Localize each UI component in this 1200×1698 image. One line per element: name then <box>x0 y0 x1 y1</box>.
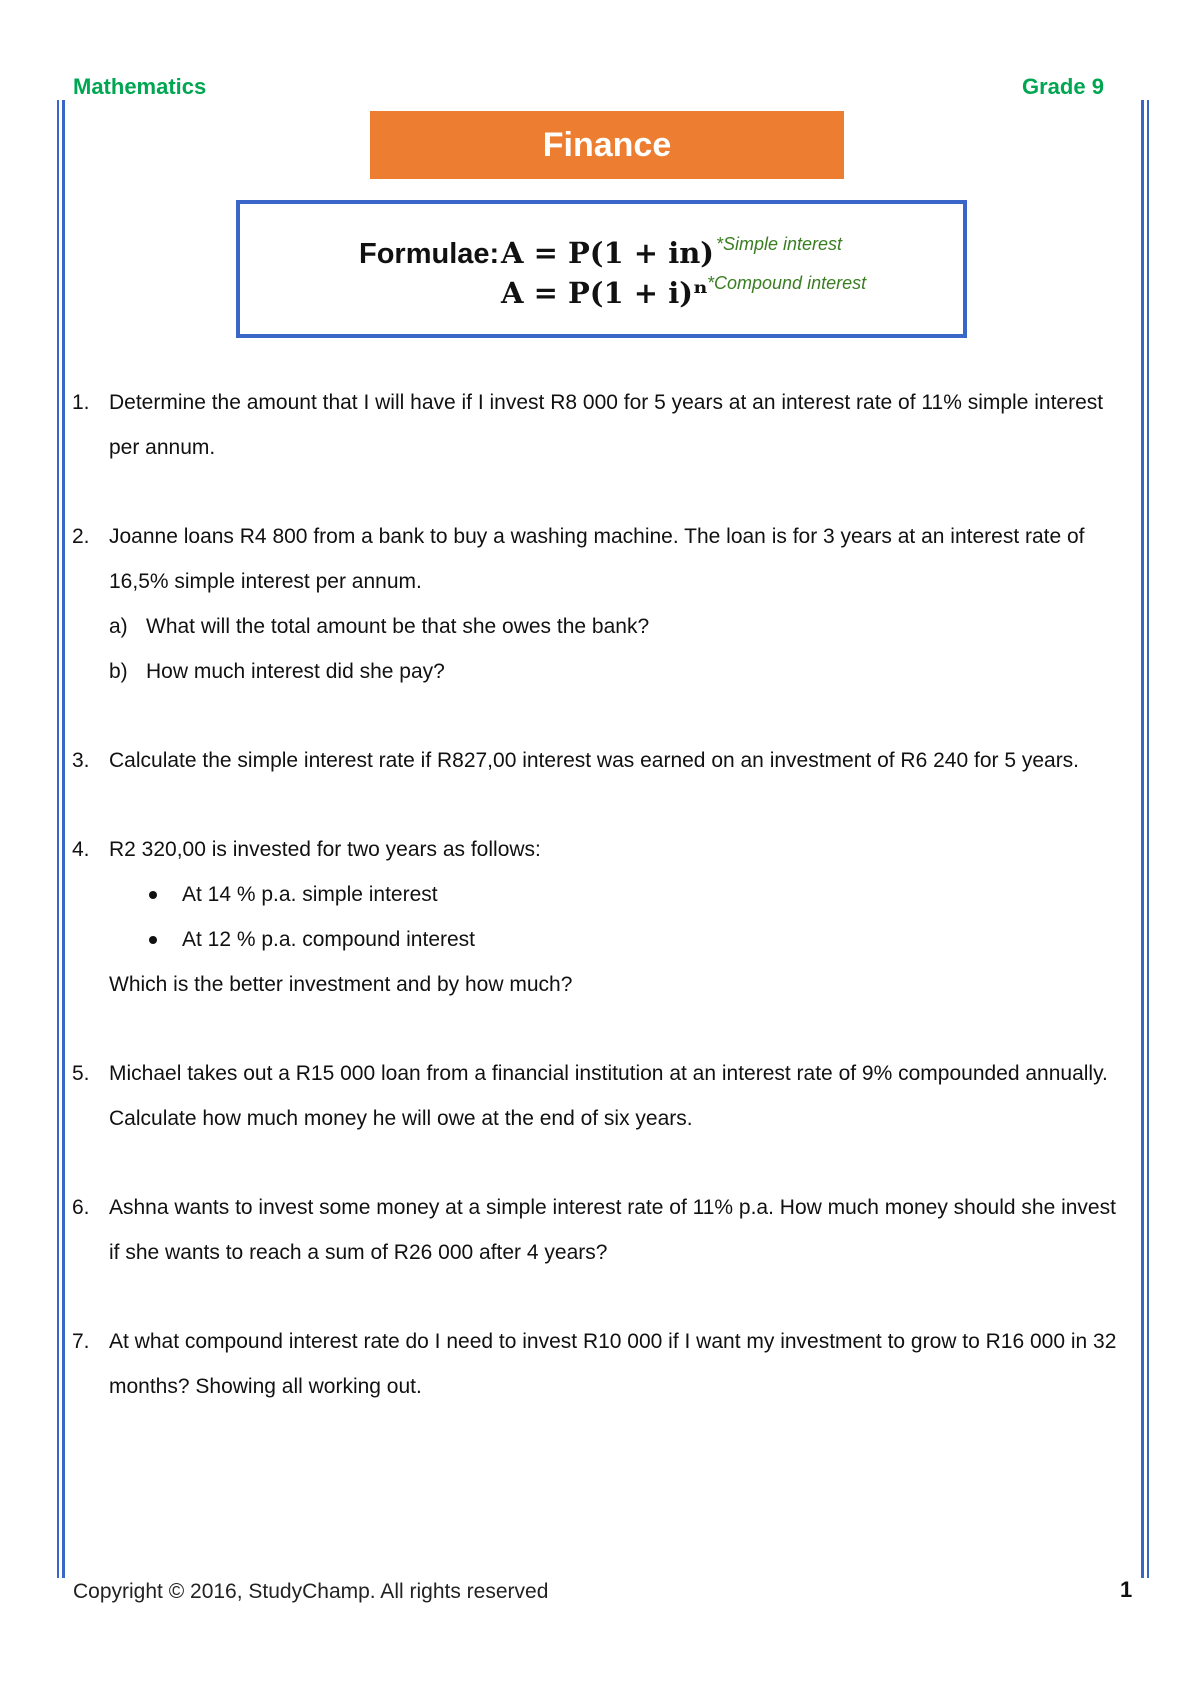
compound-interest-note: *Compound interest <box>707 273 867 293</box>
question-number: 7. <box>72 1330 90 1353</box>
bullet-dot-icon <box>149 936 157 944</box>
right-border-rule-inner <box>1141 100 1144 1578</box>
question-text: Ashna wants to invest some money at a simple interest rate of 11% p.a. How much money should she invest if she wants to reach a sum of R26 000 after 4 years? <box>109 1196 1116 1264</box>
simple-interest-formula: A = P(1 + in) <box>501 236 715 270</box>
question-1 <box>72 380 1132 470</box>
copyright-notice: Copyright © 2016, StudyChamp. All rights reserved <box>73 1580 549 1603</box>
question-7 <box>72 1319 1132 1409</box>
question-text: Calculate the simple interest rate if R827,00 interest was earned on an investment of R6 240 for 5 years. <box>109 749 1080 772</box>
question-3 <box>72 738 1132 783</box>
question-part-b <box>109 649 1132 694</box>
question-number: 6. <box>72 1196 90 1219</box>
header-subject: Mathematics <box>73 74 207 99</box>
right-border-rule <box>1147 100 1149 1578</box>
part-mark: b) <box>109 660 128 683</box>
question-5 <box>72 1051 1132 1141</box>
question-number: 3. <box>72 749 90 772</box>
part-text: How much interest did she pay? <box>146 660 445 683</box>
part-text: What will the total amount be that she owes the bank? <box>146 615 650 638</box>
question-number: 1. <box>72 391 90 414</box>
compound-interest-formula: A = P(1 + i)ⁿ <box>501 276 708 310</box>
question-6 <box>72 1185 1132 1275</box>
part-mark: a) <box>109 615 128 638</box>
question-4 <box>72 827 1132 1007</box>
question-text: R2 320,00 is invested for two years as follows: <box>109 838 541 861</box>
question-text: At what compound interest rate do I need to invest R10 000 if I want my investment to grow to R16 000 in 32 months? Showing all working out. <box>109 1330 1117 1398</box>
bullet-item <box>109 872 1132 917</box>
header-grade: Grade 9 <box>1022 74 1104 99</box>
question-2 <box>72 514 1132 694</box>
left-border-rule-inner <box>62 100 65 1578</box>
formula-label: Formulae: <box>359 238 500 270</box>
question-text: Michael takes out a R15 000 loan from a financial institution at an interest rate of 9% compounded annually. Calculate how much money he will owe at the end of six years. <box>109 1062 1108 1130</box>
bullet-item <box>109 917 1132 962</box>
question-number: 4. <box>72 838 90 861</box>
question-part-a <box>109 604 1132 649</box>
question-number: 5. <box>72 1062 90 1085</box>
page-title: Finance <box>370 111 844 179</box>
question-text: Determine the amount that I will have if I invest R8 000 for 5 years at an interest rate of 11% simple interest per annum. <box>109 391 1104 459</box>
question-list <box>72 380 1132 1453</box>
bullet-text: At 12 % p.a. compound interest <box>182 928 476 951</box>
bullet-dot-icon <box>149 891 157 899</box>
page-number: 1 <box>1120 1577 1133 1602</box>
simple-interest-note: *Simple interest <box>716 234 843 254</box>
question-number: 2. <box>72 525 90 548</box>
question-text: Joanne loans R4 800 from a bank to buy a washing machine. The loan is for 3 years at an interest rate of 16,5% simple interest per annum. <box>109 525 1085 593</box>
formula-box <box>236 200 967 338</box>
left-border-rule <box>57 100 59 1578</box>
bullet-text: At 14 % p.a. simple interest <box>182 883 438 906</box>
question-closing-text: Which is the better investment and by how much? <box>109 973 573 996</box>
